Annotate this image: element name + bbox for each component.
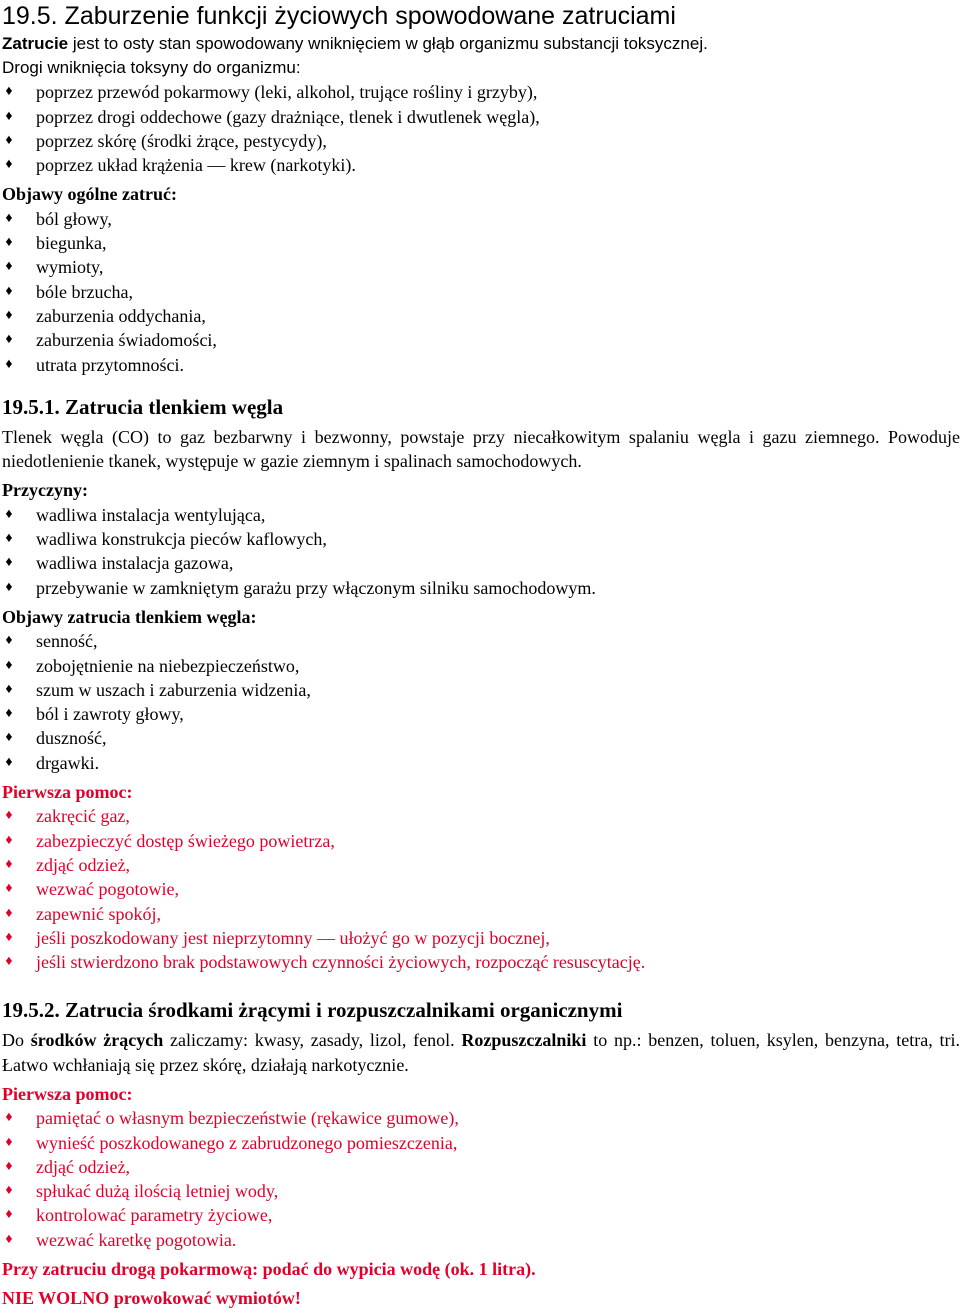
list-item-text: ból głowy,: [36, 208, 112, 229]
co-causes-list: [2, 503, 960, 600]
list-item: [2, 926, 960, 950]
list-item-text: poprzez drogi oddechowe (gazy drażniące, tlenek i dwutlenek węgla),: [36, 106, 540, 127]
list-item: [2, 853, 960, 877]
diamond-bullet-icon: ♦: [5, 210, 13, 226]
list-item: [2, 551, 960, 575]
list-item-text: zaburzenia świadomości,: [36, 330, 217, 351]
list-item: [2, 654, 960, 678]
list-item: [2, 153, 960, 177]
list-item-text: poprzez układ krążenia — krew (narkotyki).: [36, 155, 356, 176]
diamond-bullet-icon: ♦: [5, 555, 13, 571]
list-item: [2, 702, 960, 726]
diamond-bullet-icon: ♦: [5, 283, 13, 299]
list-item-text: wadliwa instalacja gazowa,: [36, 553, 234, 574]
list-item-text: wymioty,: [36, 257, 104, 278]
diamond-bullet-icon: ♦: [5, 1110, 13, 1126]
list-item: [2, 751, 960, 775]
co-description: Tlenek węgla (CO) to gaz bezbarwny i bezwonny, powstaje przy niecałkowitym spalaniu węgla i gazu ziemnego. Powoduje niedotlenienie tkanek, występuje w gazie ziemnym i spalinach samochodowych.: [2, 426, 960, 472]
diamond-bullet-icon: ♦: [5, 108, 13, 124]
diamond-bullet-icon: ♦: [5, 633, 13, 649]
list-item: [2, 829, 960, 853]
list-item-text: zapewnić spokój,: [36, 903, 161, 924]
diamond-bullet-icon: ♦: [5, 681, 13, 697]
general-symptoms-heading: Objawy ogólne zatruć:: [2, 184, 177, 205]
list-item: [2, 231, 960, 255]
diamond-bullet-icon: ♦: [5, 1207, 13, 1223]
list-item: [2, 726, 960, 750]
diamond-bullet-icon: ♦: [5, 506, 13, 522]
list-item-text: zabezpieczyć dostęp świeżego powietrza,: [36, 830, 335, 851]
intro-term: Zatrucie: [2, 34, 69, 53]
list-item: [2, 129, 960, 153]
list-item: [2, 1179, 960, 1203]
list-item-text: zakręcić gaz,: [36, 806, 130, 827]
list-item: [2, 105, 960, 129]
list-item-text: jeśli stwierdzono brak podstawowych czynności życiowych, rozpocząć resuscytację.: [36, 952, 646, 973]
diamond-bullet-icon: ♦: [5, 579, 13, 595]
list-item-text: jeśli poszkodowany jest nieprzytomny — ułożyć go w pozycji bocznej,: [36, 927, 550, 948]
list-item: [2, 255, 960, 279]
list-item-text: drgawki.: [36, 752, 100, 773]
list-item-text: poprzez skórę (środki żrące, pestycydy),: [36, 130, 327, 151]
list-item: [2, 304, 960, 328]
list-item-text: zdjąć odzież,: [36, 854, 130, 875]
list-item-text: zdjąć odzież,: [36, 1156, 130, 1177]
diamond-bullet-icon: ♦: [5, 929, 13, 945]
list-item: [2, 280, 960, 304]
corrosive-desc-part3: to np.: benzen, toluen, ksylen, benzyna, tetra, tri. Łatwo wchłaniają się przez skórę, działają narkotycznie.: [2, 1030, 960, 1075]
list-item: [2, 527, 960, 551]
list-item-text: wezwać karetkę pogotowia.: [36, 1229, 237, 1250]
diamond-bullet-icon: ♦: [5, 1158, 13, 1174]
list-item-text: przebywanie w zamkniętym garażu przy włączonym silniku samochodowym.: [36, 577, 596, 598]
diamond-bullet-icon: ♦: [5, 808, 13, 824]
corrosive-note-oral: Przy zatruciu drogą pokarmową: podać do wypicia wodę (ok. 1 litra).: [2, 1259, 536, 1280]
list-item: [2, 804, 960, 828]
list-item: [2, 1131, 960, 1155]
diamond-bullet-icon: ♦: [5, 706, 13, 722]
co-aid-list: [2, 804, 960, 974]
list-item: [2, 950, 960, 974]
list-item-text: pamiętać o własnym bezpieczeństwie (rękawice gumowe),: [36, 1108, 459, 1129]
corrosive-term-solvents: Rozpuszczalniki: [461, 1030, 587, 1051]
diamond-bullet-icon: ♦: [5, 856, 13, 872]
diamond-bullet-icon: ♦: [5, 356, 13, 372]
list-item: [2, 1106, 960, 1130]
co-symptoms-list: [2, 629, 960, 775]
list-item-text: wadliwa instalacja wentylująca,: [36, 504, 266, 525]
diamond-bullet-icon: ♦: [5, 754, 13, 770]
list-item: [2, 902, 960, 926]
list-item-text: zaburzenia oddychania,: [36, 305, 206, 326]
corrosive-desc-part2: zaliczamy: kwasy, zasady, lizol, fenol.: [163, 1030, 462, 1051]
diamond-bullet-icon: ♦: [5, 657, 13, 673]
list-item-text: wezwać pogotowie,: [36, 879, 179, 900]
diamond-bullet-icon: ♦: [5, 307, 13, 323]
list-item: [2, 1203, 960, 1227]
diamond-bullet-icon: ♦: [5, 1231, 13, 1247]
diamond-bullet-icon: ♦: [5, 832, 13, 848]
corrosive-desc-part1: Do: [2, 1030, 31, 1051]
diamond-bullet-icon: ♦: [5, 157, 13, 173]
page-title: 19.5. Zaburzenie funkcji życiowych spowodowane zatruciami: [2, 2, 676, 30]
diamond-bullet-icon: ♦: [5, 259, 13, 275]
list-item-text: wynieść poszkodowanego z zabrudzonego pomieszczenia,: [36, 1132, 458, 1153]
list-item-text: senność,: [36, 631, 98, 652]
intro-paragraph: [2, 32, 960, 56]
list-item: [2, 207, 960, 231]
list-item-text: duszność,: [36, 728, 107, 749]
list-item-text: spłukać dużą ilością letniej wody,: [36, 1181, 279, 1202]
list-item: [2, 328, 960, 352]
list-item-text: ból i zawroty głowy,: [36, 704, 184, 725]
list-item: [2, 1228, 960, 1252]
general-symptoms-list: [2, 207, 960, 377]
diamond-bullet-icon: ♦: [5, 531, 13, 547]
list-item: [2, 877, 960, 901]
list-item: [2, 576, 960, 600]
list-item-text: poprzez przewód pokarmowy (leki, alkohol, trujące rośliny i grzyby),: [36, 82, 538, 103]
corrosive-term-agents: środków żrących: [30, 1030, 164, 1051]
list-item-text: utrata przytomności.: [36, 354, 184, 375]
section-heading-co: 19.5.1. Zatrucia tlenkiem węgla: [2, 394, 284, 419]
diamond-bullet-icon: ♦: [5, 132, 13, 148]
list-item: [2, 503, 960, 527]
intro-rest: jest to osty stan spowodowany wniknięciem w głąb organizmu substancji toksycznej.: [68, 34, 708, 53]
list-item: [2, 1155, 960, 1179]
list-item-text: wadliwa konstrukcja pieców kaflowych,: [36, 529, 327, 550]
list-item: [2, 80, 960, 104]
diamond-bullet-icon: ♦: [5, 1183, 13, 1199]
diamond-bullet-icon: ♦: [5, 332, 13, 348]
corrosive-description: [2, 1028, 960, 1077]
co-aid-heading: Pierwsza pomoc:: [2, 782, 133, 803]
list-item-text: zobojętnienie na niebezpieczeństwo,: [36, 655, 300, 676]
list-item-text: kontrolować parametry życiowe,: [36, 1205, 273, 1226]
co-causes-heading: Przyczyny:: [2, 480, 88, 501]
diamond-bullet-icon: ♦: [5, 1134, 13, 1150]
list-item-text: szum w uszach i zaburzenia widzenia,: [36, 679, 311, 700]
routes-heading: Drogi wniknięcia toksyny do organizmu:: [2, 58, 301, 77]
list-item-text: biegunka,: [36, 233, 107, 254]
list-item: [2, 678, 960, 702]
diamond-bullet-icon: ♦: [5, 730, 13, 746]
routes-list: [2, 80, 960, 177]
diamond-bullet-icon: ♦: [5, 235, 13, 251]
diamond-bullet-icon: ♦: [5, 881, 13, 897]
list-item: [2, 353, 960, 377]
diamond-bullet-icon: ♦: [5, 905, 13, 921]
list-item: [2, 629, 960, 653]
corrosive-aid-heading: Pierwsza pomoc:: [2, 1083, 133, 1104]
diamond-bullet-icon: ♦: [5, 954, 13, 970]
co-symptoms-heading: Objawy zatrucia tlenkiem węgla:: [2, 606, 257, 627]
list-item-text: bóle brzucha,: [36, 281, 133, 302]
corrosive-warning: NIE WOLNO prowokować wymiotów!: [2, 1288, 301, 1309]
section-heading-corrosive: 19.5.2. Zatrucia środkami żrącymi i rozpuszczalnikami organicznymi: [2, 998, 623, 1023]
corrosive-aid-list: [2, 1106, 960, 1252]
diamond-bullet-icon: ♦: [5, 84, 13, 100]
